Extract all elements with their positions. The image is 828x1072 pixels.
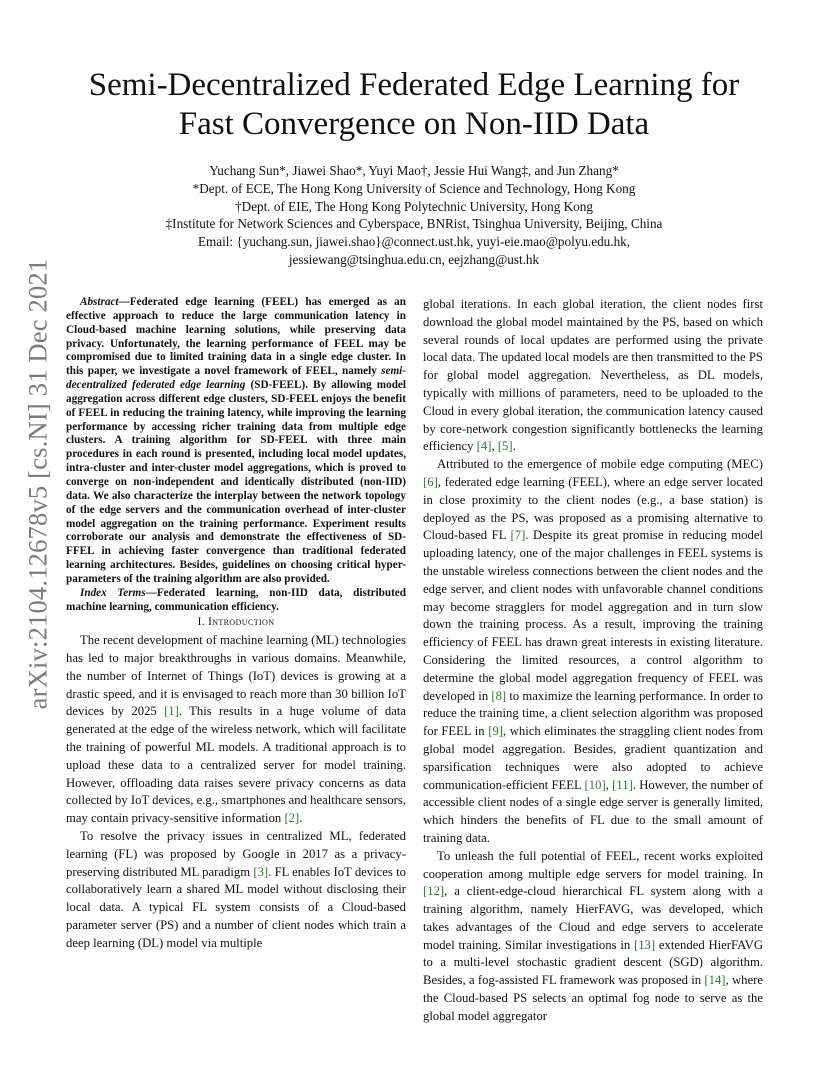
text-run: ,: [491, 439, 498, 454]
citation-link[interactable]: [7]: [510, 528, 526, 543]
citation-link[interactable]: [14]: [704, 973, 726, 988]
right-column: [423, 296, 763, 1026]
affiliation-3: ‡Institute for Network Sciences and Cyberspace, BNRist, Tsinghua University, Beijing, China: [165, 216, 663, 232]
text-run: , a client-edge-cloud hierarchical FL system along with a training algorithm, namely HierFAVG, was developed, which takes advantages of the Cloud and edge servers to accelerate model training. Similar investigations in: [423, 884, 763, 952]
citation-link[interactable]: [1]: [164, 704, 179, 719]
abstract: [66, 296, 406, 587]
abstract-term: semi-decentralized federated edge learning: [66, 365, 406, 392]
text-run: to maximize the learning performance. In order to reduce the training time, a client selection algorithm was proposed for FEEL in: [423, 688, 763, 739]
text-run: .: [299, 811, 303, 826]
text-run: ,: [605, 777, 613, 792]
intro-paragraph-3: [423, 456, 763, 848]
citation-link[interactable]: [4]: [476, 439, 492, 454]
text-run: . This results in a huge volume of data generated at the edge of the wireless network, which will facilitate the training of powerful ML models. A traditional approach is to upload these data to a centralized server for model training. However, offloading data raises severe privacy concerns as data collected by IoT devices, e.g., smartphones and healthcare sensors, may contain privacy-sensitive information: [66, 704, 406, 826]
arxiv-identifier: [20, 258, 56, 710]
abstract-text-b: (SD-FEEL). By allowing model aggregation across different edge clusters, SD-FEEL enjoys the benefit of FEEL in reducing the training latency, while improving the learning performance by accessing richer training data from multiple edge clusters. A training algorithm for SD-FEEL with three main procedures in each round is presented, including local model updates, intra-cluster and inter-cluster model aggregations, which is proved to converge on non-independent and identically distributed (non-IID) data. We also characterize the interplay between the network topology of the edge servers and the communication overhead of inter-cluster model aggregation on the training performance. Experiment results corroborate our analysis and demonstrate the effectiveness of SD-FFEL in achieving faster convergence than traditional federated learning architectures. Besides, guidelines on choosing critical hyper-parameters of the training algorithm are also provided.: [66, 379, 406, 585]
text-run: global iterations. In each global iteration, the client nodes first download the global model maintained by the PS, based on which several rounds of local updates are performed using the private local data. The updated local models are then transmitted to the PS for global model aggregation. Nevertheless, as DL models, typically with millions of parameters, need to be uploaded to the Cloud in every global iteration, the communication latency caused by core-network congestion significantly bottlenecks the learning efficiency: [423, 297, 763, 454]
intro-paragraph-2-cont: [423, 296, 763, 456]
text-run: To unleash the full potential of FEEL, recent works exploited cooperation among multiple edge servers for model training. In: [423, 848, 763, 881]
text-run: , federated edge learning (FEEL), where an edge server located in close proximity to the client nodes (e.g., a base station) is deployed as the PS, was proposed as a promising alternative to Cloud-based FL: [423, 474, 763, 543]
abstract-label: Abstract: [80, 296, 119, 308]
text-run: Attributed to the emergence of mobile edge computing (MEC): [437, 457, 763, 472]
citation-link[interactable]: [3]: [253, 864, 269, 879]
left-column: [66, 296, 406, 953]
text-run: To resolve the privacy issues in centralized ML, federated learning (FL) was proposed by Google in 2017 as a privacy-preserving distributed ML paradigm: [66, 828, 406, 879]
arxiv-identifier-text: arXiv:2104.12678v5 [cs.NI] 31 Dec 2021: [22, 258, 53, 710]
citation-link[interactable]: [6]: [423, 474, 438, 489]
section-heading-introduction: I. Introduction: [197, 616, 275, 629]
index-terms: [66, 587, 406, 615]
title-line-1: Semi-Decentralized Federated Edge Learning for: [88, 67, 740, 103]
text-run: .: [512, 439, 516, 454]
index-terms-text: —Federated learning, non-IID data, distributed machine learning, communication efficiency.: [66, 586, 406, 613]
text-run: The recent development of machine learning (ML) technologies has led to major breakthroughs in various domains. Meanwhile, the number of Internet of Things (IoT) devices is growing at a drastic speed, and it is envisaged to reach more than 30 billion IoT devices by 2025: [66, 633, 406, 719]
text-run: . However, the number of accessible client nodes of a single edge server is generally limited, which hinders the benefits of FL due to the small amount of training data.: [423, 777, 763, 845]
citation-link[interactable]: [13]: [633, 937, 656, 952]
text-run: , which eliminates the straggling client nodes from global model aggregation. Besides, gradient quantization and sparsification techniques were also adopted to achieve communication-efficient FEEL: [423, 724, 764, 792]
citation-link[interactable]: [12]: [423, 884, 445, 899]
intro-paragraph-2: [66, 828, 406, 953]
author-names: Yuchang Sun*, Jiawei Shao*, Yuyi Mao†, Jessie Hui Wang‡, and Jun Zhang*: [209, 163, 619, 178]
title-line-2: Fast Convergence on Non-IID Data: [178, 106, 650, 142]
text-run: . FL enables IoT devices to collaboratively learn a shared ML model without disclosing their local data. A typical FL system consists of a Cloud-based parameter server (PS) and a number of client nodes which train a deep learning (DL) model via multiple: [66, 864, 406, 950]
citation-link[interactable]: [2]: [284, 811, 300, 826]
intro-paragraph-4: [423, 848, 763, 1026]
affiliation-1: *Dept. of ECE, The Hong Kong University of Science and Technology, Hong Kong: [192, 180, 636, 196]
email-line-1: Email: {yuchang.sun, jiawei.shao}@connect.ust.hk, yuyi-eie.mao@polyu.edu.hk,: [197, 234, 631, 250]
citation-link[interactable]: [8]: [491, 688, 507, 703]
text-run: . Despite its great promise in reducing model uploading latency, one of the major challenges in FEEL systems is the unstable wireless connections between the client nodes and the edge server, and client nodes with unfavorable channel conditions may become stragglers for model aggregation and in turn slow down the training process. As a result, improving the training efficiency of FEEL has drawn great interests in existing literature. Considering the limited resources, a control algorithm to determine the global model aggregation frequency of FEEL was developed in: [423, 528, 763, 703]
citation-link[interactable]: [5]: [497, 439, 513, 454]
citation-link[interactable]: [9]: [488, 724, 504, 739]
text-run: extended HierFAVG to a multi-level stochastic gradient descent (SGD) algorithm. Besides, a fog-assisted FL framework was proposed in: [423, 937, 763, 988]
affiliation-2: †Dept. of EIE, The Hong Kong Polytechnic University, Hong Kong: [235, 198, 593, 214]
paper-title: [60, 66, 768, 144]
citation-link[interactable]: [10]: [584, 777, 606, 792]
citation-link[interactable]: [11]: [612, 777, 633, 792]
index-terms-label: Index Terms: [80, 586, 146, 599]
author-block: [60, 162, 768, 269]
text-run: , where the Cloud-based PS selects an optimal fog node to serve as the global model aggregator: [423, 973, 763, 1023]
intro-paragraph-1: [66, 632, 406, 828]
abstract-text-a: —Federated edge learning (FEEL) has emerged as an effective approach to reduce the large communication latency in Cloud-based machine learning solutions, while preserving data privacy. Unfortunately, the learning performance of FEEL may be compromised due to limited training data in a single edge cluster. In this paper, we investigate a novel framework of FEEL, namely: [66, 296, 406, 378]
email-line-2: jessiewang@tsinghua.edu.cn, eejzhang@ust.hk: [288, 251, 540, 267]
